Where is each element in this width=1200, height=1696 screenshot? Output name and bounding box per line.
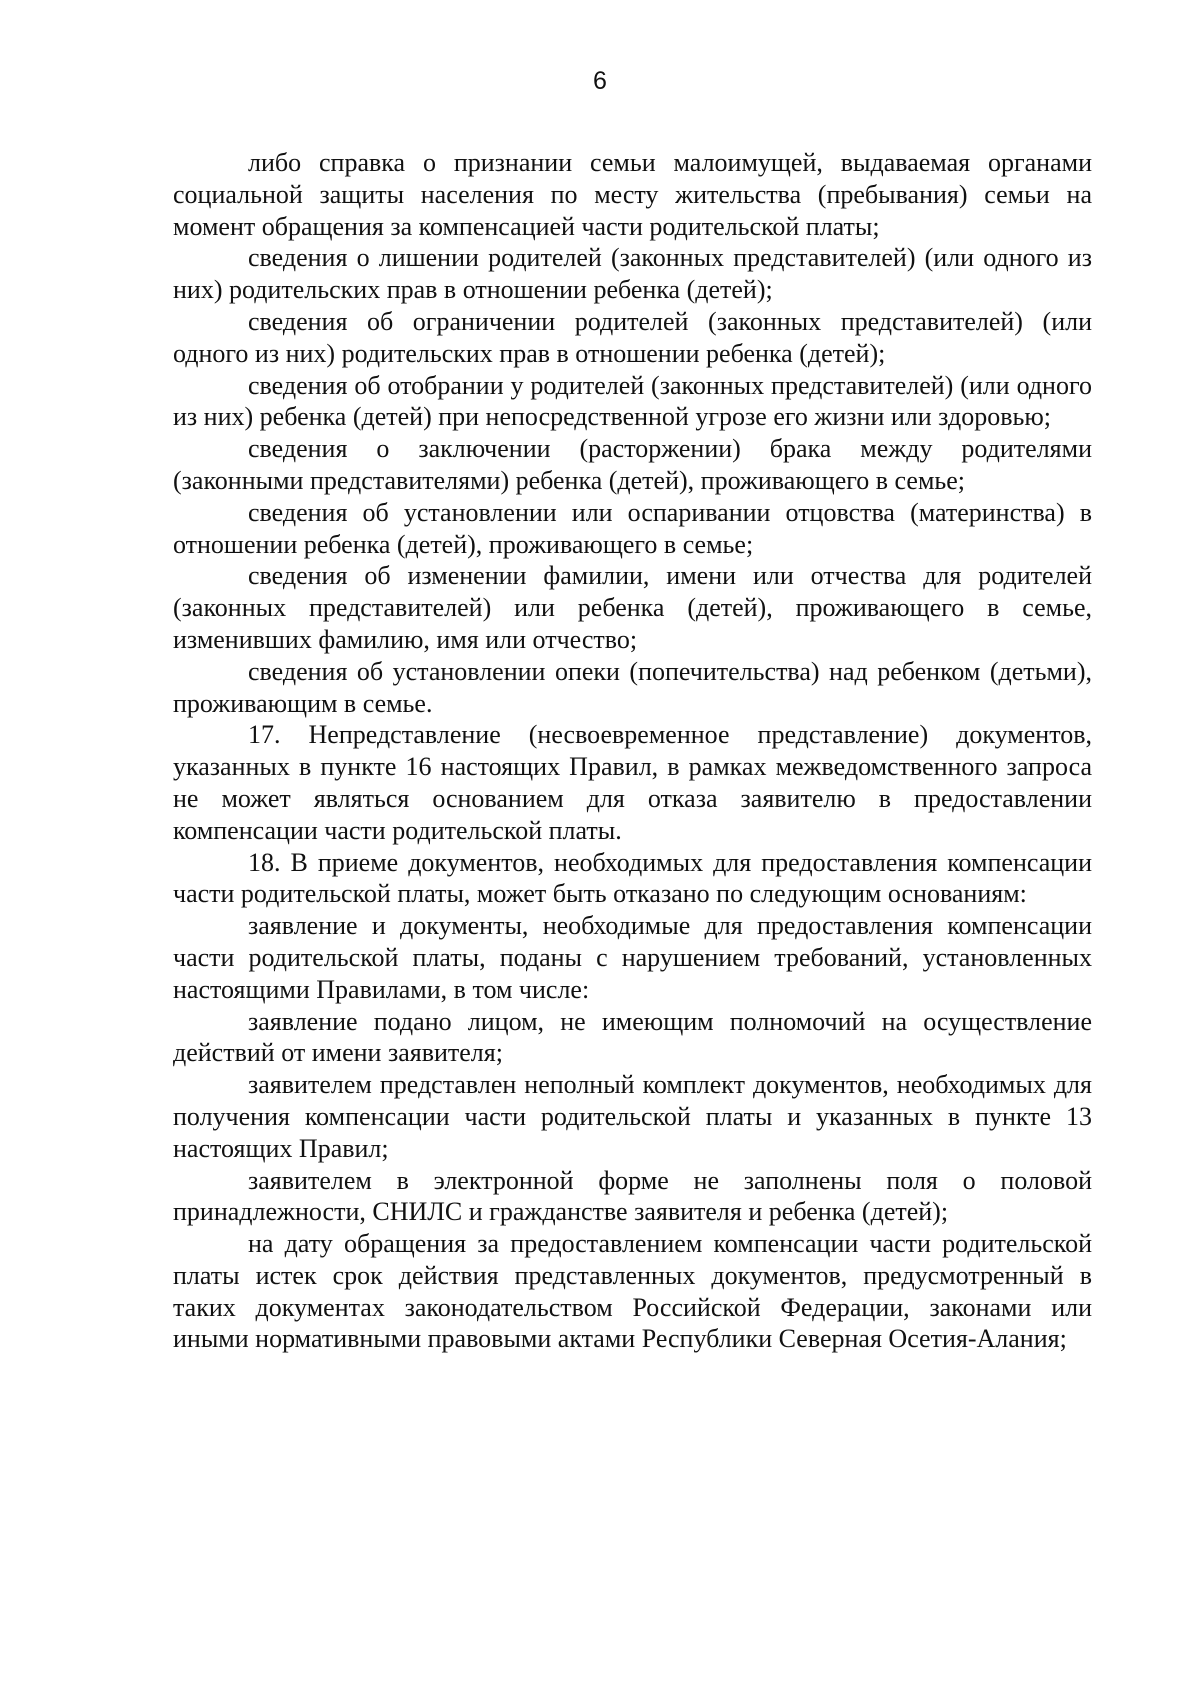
paragraph-deprivation-of-rights: сведения о лишении родителей (законных представителей) (или одного из них) родительских прав в отношении ребенка (детей);	[173, 243, 1092, 305]
paragraph-child-removal: сведения об отобрании у родителей (законных представителей) (или одного из них) ребенка (детей) при непосредственной угрозе его жизни или здоровью;	[173, 370, 1092, 432]
page-number: 6	[593, 67, 607, 95]
paragraph-expired-documents: на дату обращения за предоставлением компенсации части родительской платы истек срок действия представленных документов, предусмотренный в таких документах законодательством Российской Федерации, законами или иными нормативными правовыми актами Республики Северная Осетия-Алания;	[173, 1229, 1092, 1354]
paragraph-paternity: сведения об установлении или оспаривании отцовства (материнства) в отношении ребенка (детей), проживающего в семье;	[173, 497, 1092, 559]
paragraph-violation-of-requirements: заявление и документы, необходимые для предоставления компенсации части родительской платы, поданы с нарушением требований, установленных настоящими Правилами, в том числе:	[173, 911, 1092, 1004]
paragraph-item-18: 18. В приеме документов, необходимых для предоставления компенсации части родительской платы, может быть отказано по следующим основаниям:	[173, 847, 1092, 909]
paragraph-incomplete-documents: заявителем представлен неполный комплект документов, необходимых для получения компенсации части родительской платы и указанных в пункте 13 настоящих Правил;	[173, 1070, 1092, 1163]
paragraph-electronic-form-fields: заявителем в электронной форме не заполнены поля о половой принадлежности, СНИЛС и гражданстве заявителя и ребенка (детей);	[173, 1165, 1092, 1227]
paragraph-marriage: сведения о заключении (расторжении) брака между родителями (законными представителями) ребенка (детей), проживающего в семье;	[173, 434, 1092, 495]
document-body	[173, 147, 1092, 1355]
paragraph-restriction-of-rights: сведения об ограничении родителей (законных представителей) (или одного из них) родительских прав в отношении ребенка (детей);	[173, 306, 1092, 368]
paragraph-name-change: сведения об изменении фамилии, имени или отчества для родителей (законных представителей) или ребенка (детей), проживающего в семье, изменивших фамилию, имя или отчество;	[173, 561, 1092, 654]
paragraph-low-income-certificate: либо справка о признании семьи малоимущей, выдаваемая органами социальной защиты населения по месту жительства (пребывания) семьи на момент обращения за компенсацией части родительской платы;	[173, 148, 1092, 241]
paragraph-item-17: 17. Непредставление (несвоевременное представление) документов, указанных в пункте 16 настоящих Правил, в рамках межведомственного запроса не может являться основанием для отказа заявителю в предоставлении компенсации части родительской платы.	[173, 720, 1092, 845]
paragraph-guardianship: сведения об установлении опеки (попечительства) над ребенком (детьми), проживающим в семье.	[173, 656, 1092, 718]
paragraph-no-authority: заявление подано лицом, не имеющим полномочий на осуществление действий от имени заявителя;	[173, 1006, 1092, 1068]
